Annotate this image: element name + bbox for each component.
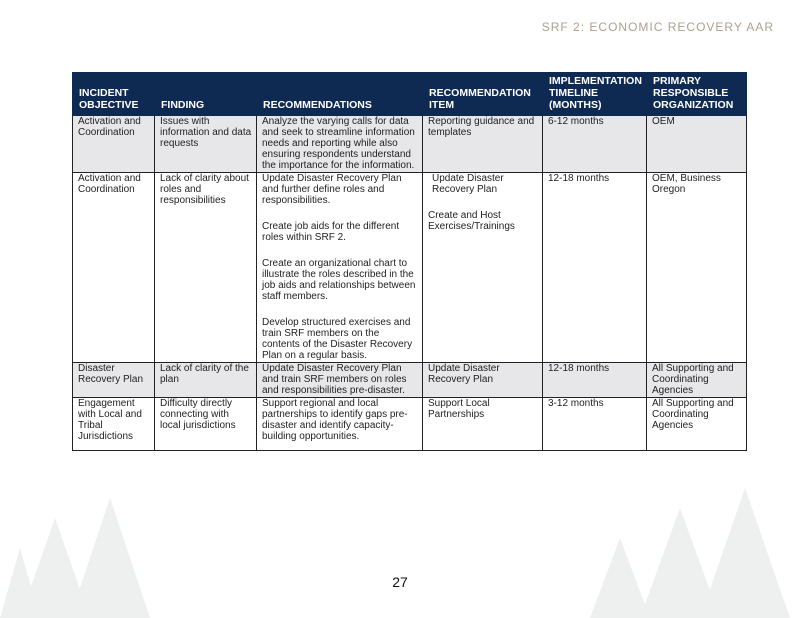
cell-recommendations — [257, 363, 423, 398]
recommendation-item-text: Update Disaster Recovery Plan — [428, 363, 500, 385]
table-row — [73, 398, 747, 451]
cell-finding: Issues with information and data requests — [155, 116, 257, 173]
cell-objective: Disaster Recovery Plan — [73, 363, 155, 398]
header-incident-objective: INCIDENT OBJECTIVE — [73, 73, 155, 116]
cell-organization: All Supporting and Coordinating Agencies — [647, 398, 747, 451]
recommendation-text: Analyze the varying calls for data and seek to streamline information needs and reporting while also ensuring respondents understand the importance for the information. — [262, 116, 415, 171]
recommendation-item-text: Reporting guidance and templates — [428, 116, 535, 138]
cell-organization: OEM, Business Oregon — [647, 173, 747, 363]
recommendations-table — [72, 72, 747, 451]
header-finding: FINDING — [155, 73, 257, 116]
recommendation-text: Update Disaster Recovery Plan and further define roles and responsibilities. — [262, 173, 402, 206]
header-recommendations: RECOMMENDATIONS — [257, 73, 423, 116]
cell-objective: Engagement with Local and Tribal Jurisdictions — [73, 398, 155, 451]
recommendation-text: Develop structured exercises and train SRF members on the contents of the Disaster Recovery Plan on a regular basis. — [262, 317, 413, 361]
cell-item — [423, 398, 543, 451]
report-header-title: SRF 2: ECONOMIC RECOVERY AAR — [541, 20, 774, 34]
cell-recommendations — [257, 398, 423, 451]
tree-watermark — [0, 458, 800, 618]
cell-timeline: 12-18 months — [543, 173, 647, 363]
table-row — [73, 363, 747, 398]
recommendation-text: Support regional and local partnerships to identify gaps pre-disaster and identify capacity-building opportunities. — [262, 398, 408, 442]
header-primary-organization: PRIMARY RESPONSIBLE ORGANIZATION — [647, 73, 747, 116]
cell-timeline: 12-18 months — [543, 363, 647, 398]
recommendation-text: Create an organizational chart to illustrate the roles described in the job aids and relationships between staff members. — [262, 258, 416, 302]
recommendation-item-text: Create and Host Exercises/Trainings — [428, 210, 515, 232]
cell-organization: All Supporting and Coordinating Agencies — [647, 363, 747, 398]
cell-recommendations — [257, 173, 423, 363]
header-implementation-timeline: IMPLEMENTATION TIMELINE (MONTHS) — [543, 73, 647, 116]
cell-finding: Difficulty directly connecting with local jurisdictions — [155, 398, 257, 451]
cell-item — [423, 173, 543, 363]
cell-finding: Lack of clarity about roles and responsibilities — [155, 173, 257, 363]
table-row — [73, 173, 747, 363]
cell-recommendations — [257, 116, 423, 173]
cell-timeline: 3-12 months — [543, 398, 647, 451]
cell-organization: OEM — [647, 116, 747, 173]
cell-objective: Activation and Coordination — [73, 173, 155, 363]
header-recommendation-item: RECOMMENDATION ITEM — [423, 73, 543, 116]
cell-objective: Activation and Coordination — [73, 116, 155, 173]
cell-item — [423, 363, 543, 398]
recommendation-text: Update Disaster Recovery Plan and train SRF members on roles and responsibilities pre-disaster. — [262, 363, 407, 396]
recommendation-item-text: Update Disaster Recovery Plan — [432, 173, 504, 195]
cell-finding: Lack of clarity of the plan — [155, 363, 257, 398]
recommendation-text: Create job aids for the different roles within SRF 2. — [262, 221, 400, 243]
recommendation-item-text: Support Local Partnerships — [428, 398, 490, 420]
cell-timeline: 6-12 months — [543, 116, 647, 173]
table-row — [73, 116, 747, 173]
page-number: 27 — [392, 574, 408, 590]
table-header-row — [73, 73, 747, 116]
cell-item — [423, 116, 543, 173]
